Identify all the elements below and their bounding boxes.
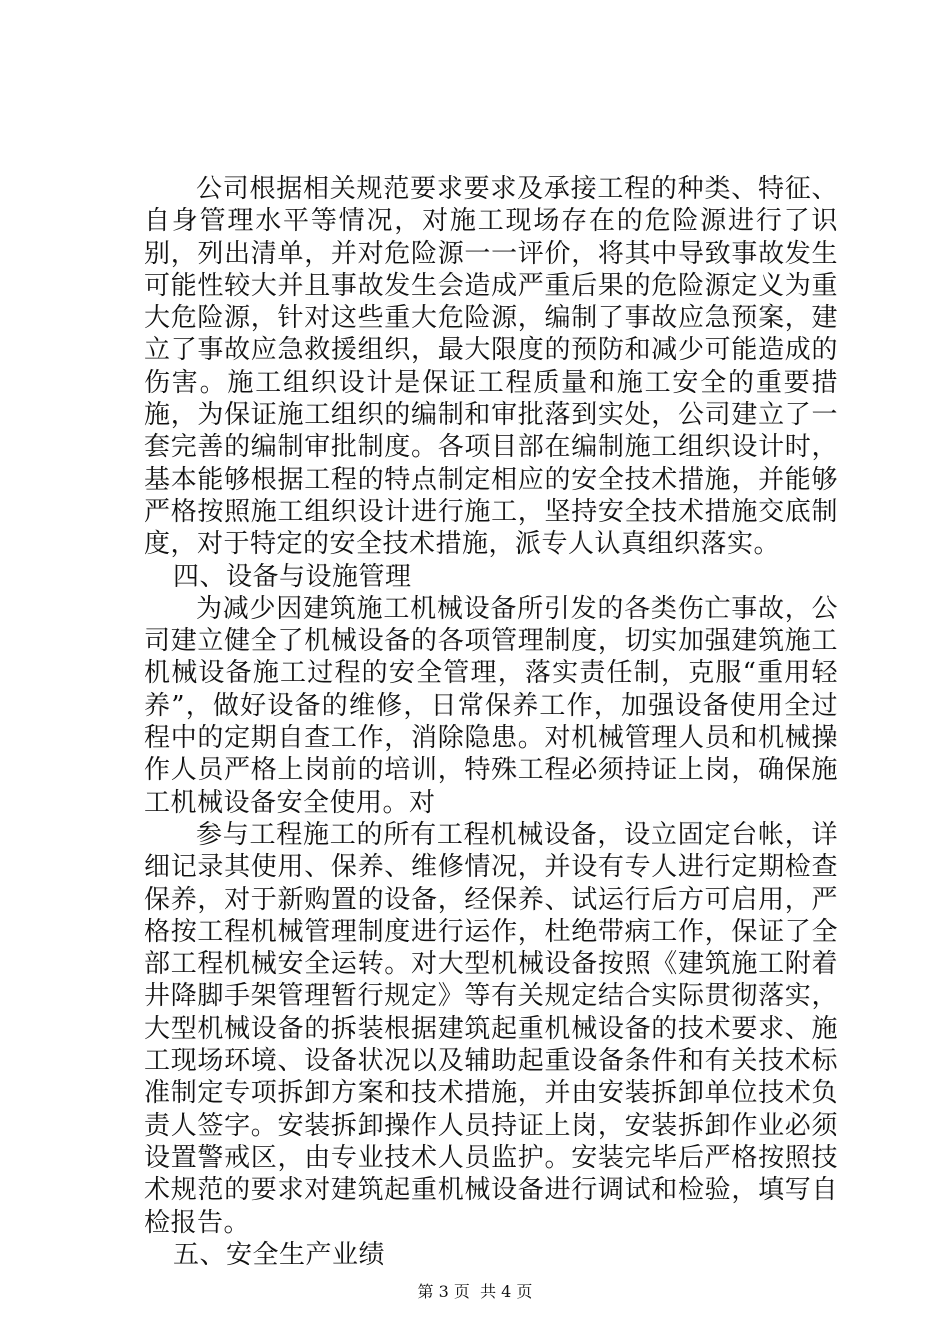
paragraph-equipment-management: 为减少因建筑施工机械设备所引发的各类伤亡事故，公司建立健全了机械设备的各项管理制度，切实加强建筑施工机械设备施工过程的安全管理，落实责任制，克服“重用轻养”，做好设备的维修，日常保养工作，加强设备使用全过程中的定期自查工作，消除隐患。对机械管理人员和机械操作人员严格上岗前的培训，特殊工程必须持证上岗，确保施工机械设备安全使用。对 <box>144 593 838 818</box>
paragraph-hazard-sources: 公司根据相关规范要求要求及承接工程的种类、特征、自身管理水平等情况，对施工现场存在的危险源进行了识别，列出清单，并对危险源一一评价，将其中导致事故发生可能性较大并且事故发生会造成严重后果的危险源定义为重大危险源，针对这些重大危险源，编制了事故应急预案，建立了事故应急救援组织，最大限度的预防和减少可能造成的伤害。施工组织设计是保证工程质量和施工安全的重要措施，为保证施工组织的编制和审批落到实处，公司建立了一套完善的编制审批制度。各项目部在编制施工组织设计时，基本能够根据工程的特点制定相应的安全技术措施，并能够严格按照施工组织设计进行施工，坚持安全技术措施交底制度，对于特定的安全技术措施，派专人认真组织落实。 <box>144 174 838 560</box>
section-heading-equipment: 四、设备与设施管理 <box>173 561 412 592</box>
document-body <box>144 173 838 1271</box>
page-number-footer: 第 3 页 共 4 页 <box>417 1282 533 1301</box>
paragraph-equipment-ledger: 参与工程施工的所有工程机械设备，设立固定台帐，详细记录其使用、保养、维修情况，并设有专人进行定期检查保养，对于新购置的设备，经保养、试运行后方可启用，严格按工程机械管理制度进行运作，杜绝带病工作，保证了全部工程机械安全运转。对大型机械设备按照《建筑施工附着井降脚手架管理暂行规定》等有关规定结合实际贯彻落实，大型机械设备的拆装根据建筑起重机械设备的技术要求、施工现场环境、设备状况以及辅助起重设备条件和有关技术标准制定专项拆卸方案和技术措施，并由安装拆卸单位技术负责人签字。安装拆卸操作人员持证上岗，安装拆卸作业必须设置警戒区，由专业技术人员监护。安装完毕后严格按照技术规范的要求对建筑起重机械设备进行调试和检验，填写自检报告。 <box>144 819 838 1238</box>
section-heading-performance: 五、安全生产业绩 <box>173 1239 386 1270</box>
